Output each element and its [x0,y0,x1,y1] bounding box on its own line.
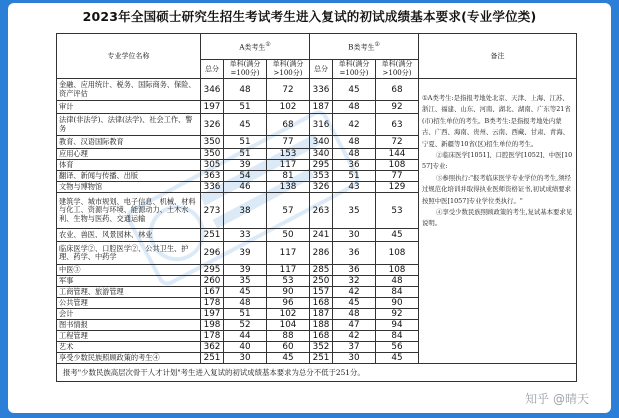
score-cell-a-total: 336 [201,182,224,193]
header-note: 备注 [419,34,577,79]
header-zone-a: A类考生① [201,34,310,60]
score-cell-b-total: 187 [310,101,333,114]
score-cell-a-total: 305 [201,160,224,171]
score-cell-a-s2: 81 [267,171,310,182]
score-cell-a-s2: 88 [267,331,310,342]
score-cell-b-total: 241 [310,229,333,242]
footer-note: 报考"少数民族高层次骨干人才计划"考生进入复试的初试成绩基本要求为总分不低于251分。 [57,364,577,382]
header-b-subgt100: 单科(满分>100分) [376,60,419,79]
header-name: 专业学位名称 [57,34,201,79]
score-cell-b-total: 250 [310,276,333,287]
score-cell-a-s2: 117 [267,242,310,265]
degree-name-cell: 享受少数民族照顾政策的考生④ [57,353,201,364]
score-cell-a-s1: 39 [224,160,267,171]
score-cell-b-s1: 36 [333,242,376,265]
header-zone-b: B类考生① [310,34,419,60]
degree-name-cell: 金融、应用统计、税务、国际商务、保险、资产评估 [57,79,201,101]
score-cell-a-total: 296 [201,242,224,265]
note-paragraph: ③参照执行:"报考临床医学专业学位的考生,须经过规范化培训并取得执业医师资格证书,初试成绩要求按照中医[1057]专业学位类执行。" [422,173,572,205]
score-cell-a-s2: 53 [267,276,310,287]
score-cell-a-s1: 45 [224,287,267,298]
score-cell-a-s1: 39 [224,265,267,276]
score-cell-a-s1: 33 [224,229,267,242]
score-cell-b-total: 295 [310,160,333,171]
degree-name-cell: 翻译、新闻与传播、出版 [57,171,201,182]
score-cell-b-s2: 84 [376,331,419,342]
score-cell-b-s1: 42 [333,114,376,136]
score-cell-b-s1: 30 [333,353,376,364]
score-cell-a-s1: 51 [224,149,267,160]
score-cell-a-total: 198 [201,320,224,331]
score-cell-a-s2: 90 [267,287,310,298]
score-cell-b-s2: 72 [376,136,419,149]
score-cell-b-s2: 56 [376,342,419,353]
score-cell-a-total: 197 [201,101,224,114]
score-cell-b-s2: 144 [376,149,419,160]
score-cell-b-s1: 36 [333,265,376,276]
score-cell-a-s2: 57 [267,193,310,229]
degree-name-cell: 会计 [57,309,201,320]
notes-cell [419,79,577,364]
score-cell-a-total: 350 [201,136,224,149]
score-cell-a-s1: 30 [224,353,267,364]
score-cell-b-s2: 53 [376,193,419,229]
degree-name-cell: 审计 [57,101,201,114]
degree-name-cell: 军事 [57,276,201,287]
degree-name-cell: 农业、兽医、风景园林、林业 [57,229,201,242]
score-cell-a-s2: 68 [267,114,310,136]
score-cell-b-s1: 30 [333,229,376,242]
score-cell-b-total: 251 [310,353,333,364]
score-cell-b-s1: 48 [333,101,376,114]
score-cell-b-s1: 47 [333,320,376,331]
score-cell-b-s2: 108 [376,242,419,265]
score-cell-b-total: 340 [310,149,333,160]
score-cell-b-total: 263 [310,193,333,229]
score-cell-a-s1: 44 [224,331,267,342]
zhihu-watermark: 知乎 @晴天 [525,392,589,406]
score-cell-a-s2: 77 [267,136,310,149]
score-cell-b-total: 168 [310,331,333,342]
score-cell-b-s1: 42 [333,287,376,298]
score-cell-b-total: 326 [310,182,333,193]
score-cell-a-s2: 153 [267,149,310,160]
score-cell-b-s1: 32 [333,276,376,287]
score-cell-a-s1: 51 [224,136,267,149]
note-paragraph: ②临床医学[1051]、口腔医学[1052]、中医[1057]专业: [422,151,573,171]
score-cell-a-s1: 52 [224,320,267,331]
score-cell-b-total: 340 [310,136,333,149]
degree-name-cell: 艺术 [57,342,201,353]
document-frame [8,3,611,413]
score-cell-a-s2: 60 [267,342,310,353]
score-cell-a-total: 178 [201,298,224,309]
score-cell-b-s2: 63 [376,114,419,136]
score-cell-b-s2: 77 [376,171,419,182]
score-cell-b-s1: 48 [333,149,376,160]
score-cell-b-total: 286 [310,242,333,265]
score-cell-a-total: 260 [201,276,224,287]
score-cell-b-s1: 48 [333,309,376,320]
score-cell-b-total: 157 [310,287,333,298]
degree-name-cell: 公共管理 [57,298,201,309]
degree-name-cell: 文物与博物馆 [57,182,201,193]
score-cell-a-total: 295 [201,265,224,276]
degree-name-cell: 中医③ [57,265,201,276]
score-cell-b-total: 168 [310,298,333,309]
header-a-subgt100: 单科(满分>100分) [267,60,310,79]
score-cell-b-s2: 129 [376,182,419,193]
score-cell-a-total: 363 [201,171,224,182]
score-cell-b-total: 353 [310,171,333,182]
header-a-sub100: 单科(满分=100分) [224,60,267,79]
header-a-total: 总分 [201,60,224,79]
score-cell-a-total: 273 [201,193,224,229]
score-cell-a-s1: 48 [224,298,267,309]
score-cell-b-s2: 92 [376,101,419,114]
score-cell-a-total: 251 [201,229,224,242]
score-cell-b-s2: 90 [376,298,419,309]
score-cell-a-s1: 38 [224,193,267,229]
score-cell-a-total: 326 [201,114,224,136]
score-cell-a-s2: 117 [267,265,310,276]
footer-row [57,364,577,382]
score-cell-a-s2: 104 [267,320,310,331]
score-cell-b-s1: 36 [333,160,376,171]
score-cell-a-total: 362 [201,342,224,353]
score-cell-a-total: 251 [201,353,224,364]
score-cell-b-total: 352 [310,342,333,353]
score-cell-b-total: 187 [310,309,333,320]
degree-name-cell: 法律(非法学)、法律(法学)、社会工作、警务 [57,114,201,136]
score-cell-b-s1: 43 [333,182,376,193]
score-cell-b-total: 316 [310,114,333,136]
score-cell-b-s2: 45 [376,229,419,242]
score-cell-b-s1: 37 [333,342,376,353]
degree-name-cell: 体育 [57,160,201,171]
degree-name-cell: 图书情报 [57,320,201,331]
header-b-sub100: 单科(满分=100分) [333,60,376,79]
score-cell-b-s1: 42 [333,331,376,342]
degree-name-cell: 工程管理 [57,331,201,342]
degree-name-cell: 教育、汉语国际教育 [57,136,201,149]
degree-name-cell: 临床医学②、口腔医学②、公共卫生、护理、药学、中药学 [57,242,201,265]
score-cell-b-s1: 48 [333,136,376,149]
score-cell-a-total: 178 [201,331,224,342]
score-cell-a-s1: 48 [224,79,267,101]
degree-name-cell: 工商管理、旅游管理 [57,287,201,298]
score-cell-a-s1: 51 [224,101,267,114]
table-row [57,79,577,101]
score-cell-a-s2: 50 [267,229,310,242]
score-cell-a-s1: 45 [224,114,267,136]
score-cell-b-s2: 108 [376,265,419,276]
score-cell-b-s2: 108 [376,160,419,171]
score-cell-a-s2: 102 [267,309,310,320]
score-cell-a-s1: 51 [224,309,267,320]
score-cell-b-s2: 48 [376,276,419,287]
score-cell-a-s2: 117 [267,160,310,171]
page-title: 2023年全国硕士研究生招生考试考生进入复试的初试成绩基本要求(专业学位类) [82,9,537,24]
score-cell-a-s2: 72 [267,79,310,101]
score-cell-a-s1: 40 [224,342,267,353]
score-cell-a-s1: 39 [224,242,267,265]
score-cell-a-s2: 138 [267,182,310,193]
score-cell-b-s1: 51 [333,171,376,182]
score-cell-a-total: 167 [201,287,224,298]
note-paragraph: ④享受少数民族照顾政策的考生,复试基本要求见说明。 [422,208,573,228]
score-cell-a-s2: 102 [267,101,310,114]
score-cell-b-s1: 45 [333,79,376,101]
score-cell-a-total: 350 [201,149,224,160]
score-cell-b-s2: 92 [376,309,419,320]
score-cell-a-s1: 54 [224,171,267,182]
score-cell-b-total: 188 [310,320,333,331]
score-cell-b-s1: 45 [333,298,376,309]
note-paragraph: ①A类考生:是指报考地处北京、天津、上海、江苏、浙江、福建、山东、河南、湖北、湖南、广东等21省(市)招生单位的考生。B类考生:是指报考地处内蒙古、广西、海南、贵州、云南、西藏、甘肃、青海、宁夏、新疆等10省(区)招生单位的考生。 [422,94,571,148]
score-cell-a-s1: 35 [224,276,267,287]
score-cell-b-s2: 45 [376,353,419,364]
score-cell-b-total: 285 [310,265,333,276]
score-cell-a-s2: 96 [267,298,310,309]
score-cell-a-s2: 45 [267,353,310,364]
score-cell-a-total: 197 [201,309,224,320]
score-cell-b-s2: 84 [376,287,419,298]
score-table [56,33,577,382]
score-cell-b-total: 336 [310,79,333,101]
score-cell-b-s2: 94 [376,320,419,331]
score-cell-a-total: 346 [201,79,224,101]
score-cell-a-s1: 46 [224,182,267,193]
score-cell-b-s1: 35 [333,193,376,229]
header-b-total: 总分 [310,60,333,79]
degree-name-cell: 应用心理 [57,149,201,160]
score-cell-b-s2: 68 [376,79,419,101]
degree-name-cell: 建筑学、城市规划、电子信息、机械、材料与化工、资源与环境、能源动力、土木水利、生物与医药、交通运输 [57,193,201,229]
